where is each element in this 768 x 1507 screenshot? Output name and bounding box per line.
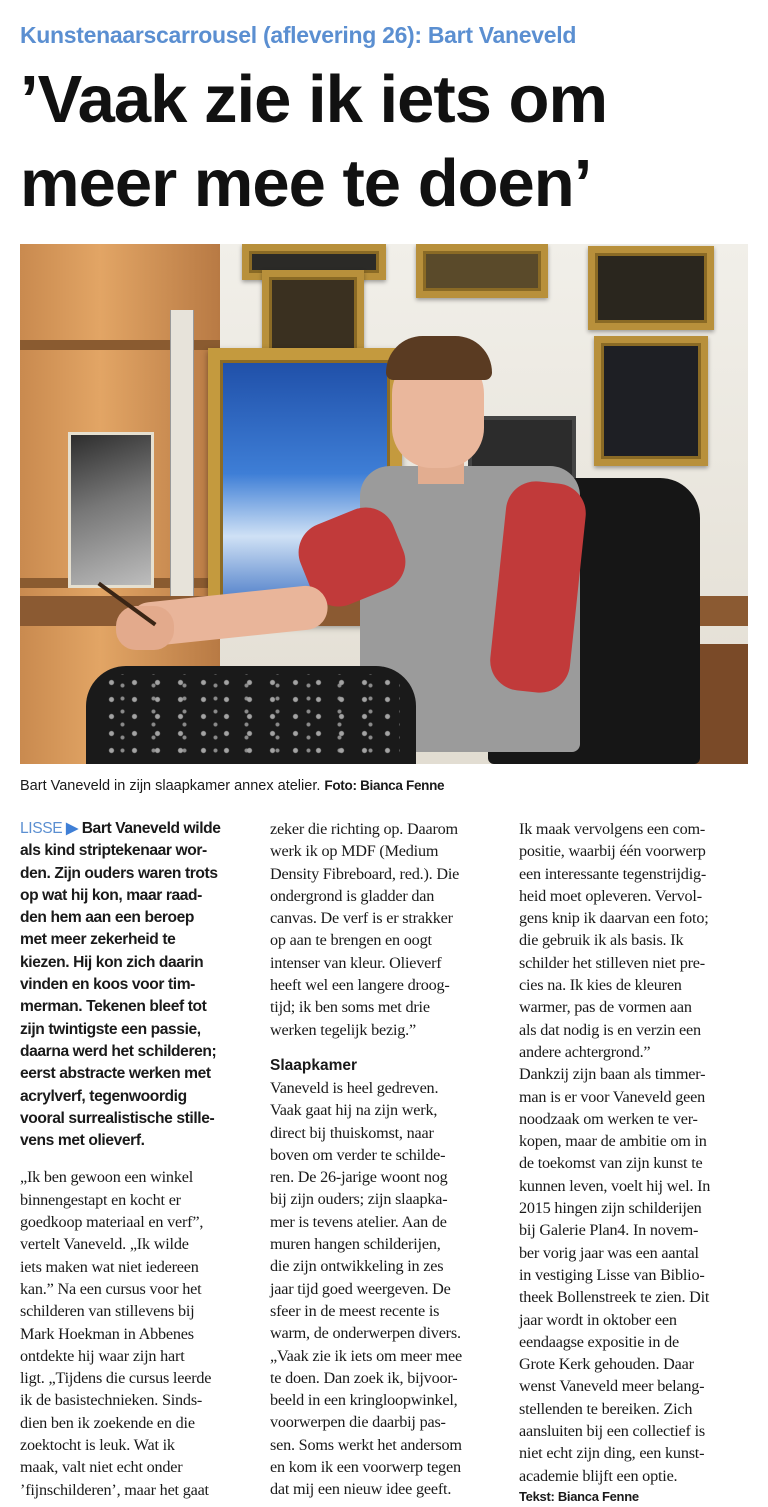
text-line: kunnen leven, voelt hij wel. In	[519, 1176, 711, 1195]
text-line: noodzaak om werken te ver-	[519, 1109, 698, 1128]
photo-person-hair	[386, 336, 492, 380]
text-line: maak, valt niet echt onder	[20, 1458, 183, 1477]
series-kicker: Kunstenaarscarrousel (aflevering 26): Bart Vaneveld	[20, 22, 577, 48]
text-line: die zijn ontwikkeling in zes	[270, 1257, 444, 1276]
text-line: als dat nodig is en verzin een	[519, 1020, 701, 1039]
section-subhead: Slaapkamer	[270, 1056, 358, 1074]
text-line: 2015 hingen zijn schilderijen	[519, 1199, 702, 1218]
text-line: aansluiten bij een collectief is	[519, 1422, 705, 1441]
article-intro	[20, 818, 258, 1152]
column-3	[519, 818, 757, 1507]
text-line: dat mij een nieuw idee geeft.	[270, 1480, 452, 1499]
text-line: zeker die richting op. Daarom	[270, 820, 458, 838]
text-line: in vestiging Lisse van Biblio-	[519, 1265, 705, 1284]
text-line: schilderen van stillevens bij	[20, 1302, 195, 1321]
byline: Tekst: Bianca Fenne	[519, 1488, 639, 1504]
intro-line: zijn twintigste een passie,	[20, 1020, 201, 1038]
text-line: schilder het stilleven niet pre-	[519, 953, 705, 972]
text-line: voorwerpen die daarbij pas-	[270, 1413, 446, 1432]
intro-line: den hem aan een beroep	[20, 909, 195, 927]
text-line: goedkoop materiaal en verf”,	[20, 1213, 204, 1232]
text-line: warmer, pas de vormen aan	[519, 998, 692, 1017]
intro-line: met meer zekerheid te	[20, 931, 176, 949]
text-line: een interessante tegenstrijdig-	[519, 864, 707, 883]
text-line: ondergrond is gladder dan	[270, 886, 435, 905]
text-line: ber vorig jaar was een aantal	[519, 1243, 699, 1262]
text-line: muren hangen schilderijen,	[270, 1235, 441, 1254]
text-line: en kom ik een voorwerp tegen	[270, 1458, 461, 1477]
text-line: positie, waarbij één voorwerp	[519, 842, 706, 861]
caption-credit: Foto: Bianca Fenne	[324, 778, 445, 793]
article-photo	[20, 244, 748, 764]
text-line: cies na. Ik kies de kleuren	[519, 976, 682, 995]
caption-text: Bart Vaneveld in zijn slaapkamer annex atelier.	[20, 778, 321, 794]
intro-line: daarna werd het schilderen;	[20, 1042, 217, 1060]
paragraph-gap	[20, 1152, 258, 1166]
text-line: direct bij thuiskomst, naar	[270, 1123, 434, 1142]
text-line: beeld in een kringloopwinkel,	[270, 1391, 458, 1410]
column-1	[20, 818, 258, 1501]
text-line: mer is tevens atelier. Aan de	[270, 1212, 447, 1231]
headline	[20, 58, 760, 226]
text-line: tijd; ik ben soms met drie	[270, 998, 430, 1017]
text-line: dien ben ik zoekende en die	[20, 1413, 195, 1432]
photo-caption	[20, 778, 748, 794]
text-line: stellenden te bereiken. Zich	[519, 1399, 693, 1418]
column-2-bottom	[270, 1077, 508, 1501]
intro-line	[20, 818, 258, 840]
text-line: Grote Kerk gehouden. Daar	[519, 1355, 694, 1374]
painting-frame	[416, 244, 548, 298]
text-line: Vaak gaat hij na zijn werk,	[270, 1101, 438, 1120]
text-line: ik de basistechnieken. Sinds-	[20, 1391, 203, 1410]
intro-line: vens met olieverf.	[20, 1132, 145, 1150]
text-line: ’fijnschilderen’, maar het gaat	[20, 1480, 209, 1499]
text-line: binnengestapt en kocht er	[20, 1190, 181, 1209]
intro-line: kiezen. Hij kon zich daarin	[20, 953, 204, 971]
text-line: canvas. De verf is er strakker	[270, 909, 453, 928]
text-line: academie blijft een optie.	[519, 1466, 678, 1485]
text-line: boven om verder te schilde-	[270, 1145, 446, 1164]
intro-line: merman. Tekenen bleef tot	[20, 998, 207, 1016]
text-line: Vaneveld is heel gedreven.	[270, 1078, 439, 1097]
intro-line: eerst abstracte werken met	[20, 1065, 211, 1083]
text-line: andere achtergrond.”	[519, 1042, 651, 1061]
text-line: man is er voor Vaneveld geen	[519, 1087, 706, 1106]
dateline-arrow-icon: ▶	[66, 820, 78, 837]
text-line: eendaagse expositie in de	[519, 1332, 679, 1351]
text-line: kopen, maar de ambitie om in	[519, 1132, 707, 1151]
text-line: zoektocht is leuk. Wat ik	[20, 1436, 175, 1455]
text-line: op aan te brengen en oogt	[270, 931, 432, 950]
text-line: heeft wel een langere droog-	[270, 976, 450, 995]
text-line: jaar wordt in oktober een	[519, 1310, 677, 1329]
column-3-body	[519, 818, 757, 1487]
text-line: vertelt Vaneveld. „Ik wilde	[20, 1235, 189, 1254]
text-line: niet echt zijn ding, een kunst-	[519, 1444, 705, 1463]
headline-line: meer mee te doen’	[20, 146, 592, 221]
text-line: sen. Soms werkt het andersom	[270, 1435, 462, 1454]
text-line: sfeer in de meest recente is	[270, 1301, 440, 1320]
photo-person-hand	[116, 606, 174, 650]
intro-line: als kind striptekenaar wor-	[20, 842, 207, 860]
easel-painting	[68, 432, 154, 588]
dateline: LISSE	[20, 820, 63, 837]
text-line: Dankzij zijn baan als timmer-	[519, 1065, 706, 1084]
text-line: gens knip ik daarvan een foto;	[519, 909, 709, 928]
text-line: intenser van kleur. Olieverf	[270, 953, 442, 972]
text-line: „Vaak zie ik iets om meer mee	[270, 1346, 462, 1365]
text-line: werk ik op MDF (Medium	[270, 842, 439, 861]
column-1-body	[20, 1166, 258, 1500]
text-line: „Ik ben gewoon een winkel	[20, 1168, 193, 1187]
text-line: werken tegelijk bezig.”	[270, 1020, 416, 1039]
text-line: ren. De 26-jarige woont nog	[270, 1168, 448, 1187]
intro-line: den. Zijn ouders waren trots	[20, 864, 218, 882]
text-line: Ik maak vervolgens een com-	[519, 820, 706, 838]
paragraph-gap	[270, 1041, 508, 1055]
text-line: iets maken wat niet iedereen	[20, 1257, 199, 1276]
text-line: bij zijn ouders; zijn slaapka-	[270, 1190, 448, 1209]
photo-ruler	[170, 310, 194, 620]
text-line: te doen. Dan zoek ik, bijvoor-	[270, 1368, 458, 1387]
text-line: theek Bollenstreek te zien. Dit	[519, 1288, 710, 1307]
text-line: Density Fibreboard, red.). Die	[270, 864, 460, 883]
text-line: warm, de onderwerpen divers.	[270, 1324, 461, 1343]
painting-frame	[588, 246, 714, 330]
intro-line-text: Bart Vaneveld wilde	[81, 820, 221, 837]
text-line: ligt. „Tijdens die cursus leerde	[20, 1369, 212, 1388]
text-line: heid moet opleveren. Vervol-	[519, 886, 702, 905]
column-2	[270, 818, 508, 1501]
column-2-top	[270, 818, 508, 1041]
text-line: Mark Hoekman in Abbenes	[20, 1324, 194, 1343]
painting-frame	[594, 336, 708, 466]
text-line: kan.” Na een cursus voor het	[20, 1279, 202, 1298]
photo-paint-splats	[100, 674, 400, 754]
text-line: wenst Vaneveld meer belang-	[519, 1377, 705, 1396]
text-line: de toekomst van zijn kunst te	[519, 1154, 703, 1173]
intro-line: acrylverf, tegenwoordig	[20, 1087, 187, 1105]
text-line: jaar tijd goed weergeven. De	[270, 1279, 451, 1298]
text-line: bij Galerie Plan4. In novem-	[519, 1221, 699, 1240]
intro-line: op wat hij kon, maar raad-	[20, 886, 202, 904]
intro-line: vooral surrealistische stille-	[20, 1109, 215, 1127]
intro-line: vinden en koos voor tim-	[20, 976, 195, 994]
text-line: ontdekte hij waar zijn hart	[20, 1346, 185, 1365]
text-line: die gebruik ik als basis. Ik	[519, 931, 684, 950]
headline-line: ’Vaak zie ik iets om	[20, 62, 608, 137]
